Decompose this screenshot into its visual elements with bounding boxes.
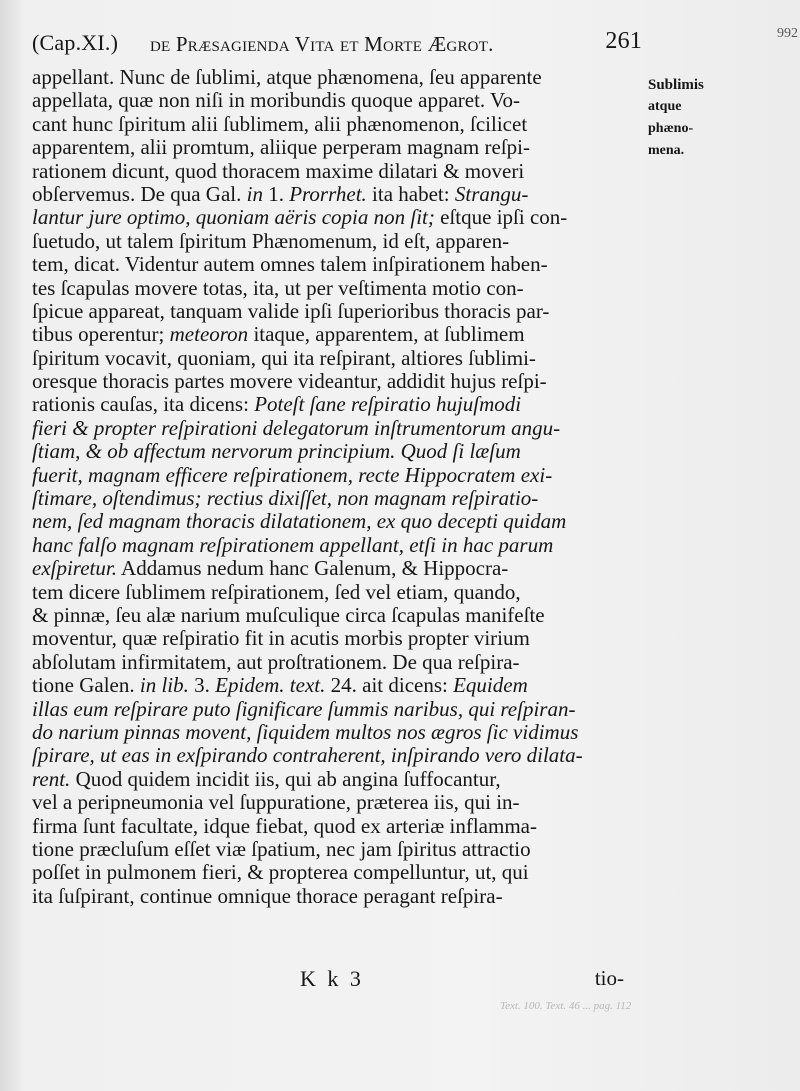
text-line [32,721,650,744]
text-line [32,113,650,136]
text-segment: tem dicere ſublimem reſpirationem, ſed vel etiam, quando, [32,580,521,604]
text-line [32,627,650,650]
text-segment: itaque, apparentem, at ſublimem [248,323,525,347]
text-line [32,230,650,253]
margin-note-line: phæno- [648,121,694,136]
text-segment: ſuetudo, ut talem ſpiritum Phænomenum, id eſt, apparen- [32,229,510,253]
text-line [32,66,650,89]
italic-segment: do narium pinnas movent, ſiquidem multos nos ægros ſic vidimus [32,720,579,744]
catchword: tio- [594,966,624,990]
italic-segment: in [246,182,263,206]
text-line [32,89,650,112]
text-segment: ita habet: [366,182,455,206]
page-number: 261 [605,28,642,54]
text-segment: 1. [262,182,290,206]
text-line [32,393,650,416]
text-line [32,510,650,533]
text-line [32,791,650,814]
text-segment: oresque thoracis partes movere videantur, addidit hujus reſpi- [32,370,547,394]
text-line [32,206,650,229]
text-line [32,768,650,791]
text-line [32,674,650,697]
italic-segment: hanc falſo magnam reſpirationem appellant, etſi in hac parum [32,533,554,557]
text-segment: tione Galen. [32,674,140,698]
text-segment: tem, dicat. Videntur autem omnes talem inſpirationem haben- [32,253,548,277]
text-segment: ita ſuſpirant, continue omnique thorace peragant reſpira- [32,884,503,908]
text-line [32,557,650,580]
text-line [32,815,650,838]
chapter-reference: (Cap.XI.) [32,30,119,55]
italic-segment: Epidem. text. [215,674,326,698]
text-segment: tes ſcapulas movere totas, ita, ut per veſtimenta motio con- [32,276,524,300]
text-segment: firma ſunt facultate, idque fiebat, quod ex arteriæ inflamma- [32,814,537,838]
text-line [32,440,650,463]
italic-segment: Equidem [453,674,528,698]
text-line [32,183,650,206]
running-head [32,28,642,68]
italic-segment: rent. [32,767,71,791]
text-segment: moventur, quæ reſpiratio fit in acutis morbis propter virium [32,627,530,651]
italic-segment: Strangu- [454,182,529,206]
italic-segment: Prorrhet. [289,182,367,206]
text-segment: appellant. Nunc de ſublimi, atque phænomena, ſeu apparente [32,66,542,89]
text-segment: 3. [188,674,216,698]
text-segment: Quod quidem incidit iis, qui ab angina ſuffocantur, [70,767,501,791]
bleed-through-number: 992 [777,26,798,41]
italic-segment: ſtimare, oſtendimus; rectius dixiſſet, non magnam reſpiratio- [32,487,539,511]
italic-segment: meteoron [169,323,249,347]
text-line [32,534,650,557]
text-line [32,744,650,767]
text-segment: vel a peripneumonia vel ſuppuratione, præterea iis, qui in- [32,791,520,815]
text-segment: obſervemus. De qua Gal. [32,182,247,206]
running-title: de Præsagienda Vita et Morte Ægrot. [150,32,494,56]
text-line [32,277,650,300]
text-segment: tione præcluſum eſſet viæ ſpatium, nec jam ſpiritus attractio [32,837,531,861]
italic-segment: in lib. [139,674,189,698]
text-line [32,487,650,510]
text-line [32,347,650,370]
show-through-text: Text. 100. Text. 46 ... pag. 112 [500,1000,632,1012]
italic-segment: fieri & propter reſpirationi delegatorum inſtrumentorum angu- [32,416,561,440]
margin-note-line: Sublimis [648,77,704,93]
italic-segment: lantur jure optimo, quoniam aëris copia non ſit; [32,206,435,230]
text-line [32,464,650,487]
margin-note-line: mena. [648,143,685,158]
signature-mark: K k 3 [300,966,364,991]
text-line [32,417,650,440]
text-line [32,885,650,908]
italic-segment: nem, ſed magnam thoracis dilatationem, ex quo decepti quidam [32,510,567,534]
text-line [32,323,650,346]
text-line [32,370,650,393]
text-line [32,651,650,674]
text-segment: & pinnæ, ſeu alæ narium muſculique circa ſcapulas manifeſte [32,603,545,627]
text-segment: ſpicue appareat, tanquam valide ipſi ſuperioribus thoracis par- [32,299,550,323]
italic-segment: ſpirare, ut eas in exſpirando contraherent, inſpirando vero dilata- [32,744,583,768]
text-segment: Addamus nedum hanc Galenum, & Hippocra- [116,557,509,581]
text-line [32,698,650,721]
text-segment: apparentem, alii promtum, aliique perperam magnam reſpi- [32,136,530,160]
text-segment: 24. ait dicens: [325,674,454,698]
margin-note [648,74,738,162]
text-segment: tibus operentur; [32,323,170,347]
italic-segment: exſpiretur. [32,557,117,581]
margin-note-line: atque [648,99,682,114]
text-segment: abſolutam infirmitatem, aut proſtrationem. De qua reſpira- [32,650,520,674]
text-segment: rationem dicunt, quod thoracem maxime dilatari & moveri [32,159,525,183]
text-line [32,160,650,183]
text-line [32,838,650,861]
italic-segment: illas eum reſpirare puto ſignificare ſummis naribus, qui reſpiran- [32,697,576,721]
text-segment: poſſet in pulmonem fieri, & propterea compelluntur, ut, qui [32,861,529,885]
text-line [32,861,650,884]
text-line [32,300,650,323]
italic-segment: Poteſt ſane reſpiratio hujuſmodi [254,393,522,417]
text-segment: appellata, quæ non niſi in moribundis quoque apparet. Vo- [32,89,520,113]
text-line [32,136,650,159]
text-line [32,604,650,627]
text-segment: ſpiritum vocavit, quoniam, qui ita reſpirant, altiores ſublimi- [32,346,536,370]
text-line [32,253,650,276]
main-text-block [32,66,650,908]
text-segment: rationis cauſas, ita dicens: [32,393,255,417]
italic-segment: fuerit, magnam efficere reſpirationem, recte Hippocratem exi- [32,463,553,487]
text-segment: eſtque ipſi con- [434,206,568,230]
text-segment: cant hunc ſpiritum alii ſublimem, alii phænomenon, ſcilicet [32,112,528,136]
italic-segment: ſtiam, & ob affectum nervorum principium. Quod ſi læſum [32,440,521,464]
text-line [32,581,650,604]
